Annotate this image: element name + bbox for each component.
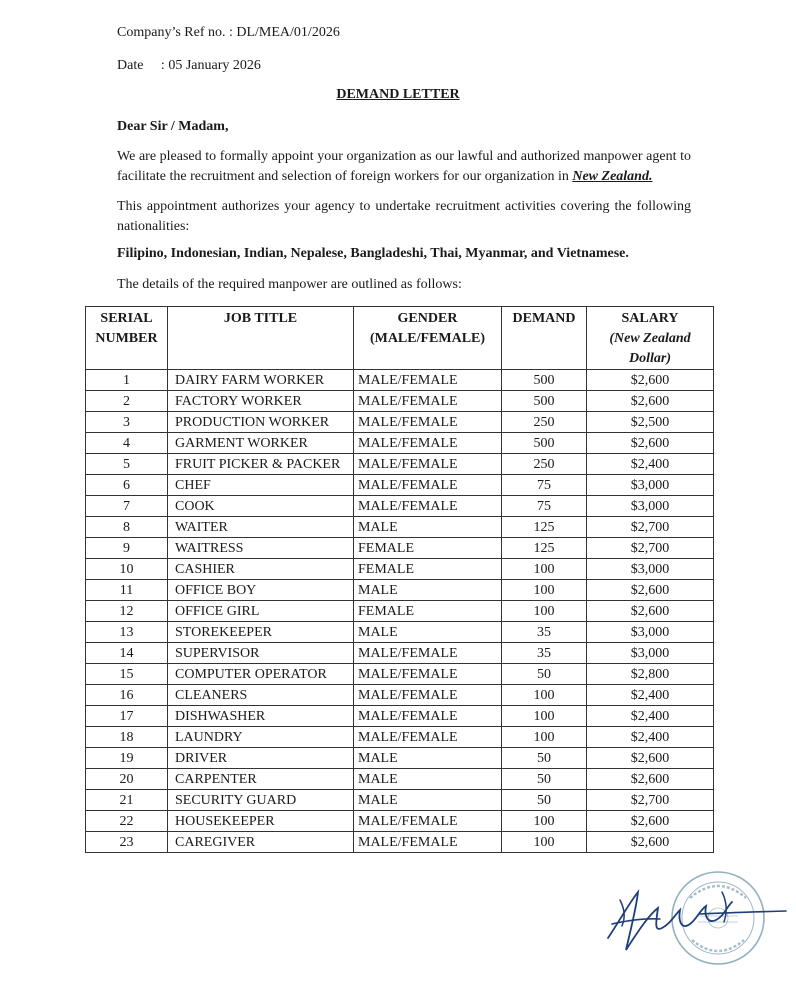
salary-cell: $2,700 bbox=[587, 538, 714, 559]
serial-cell: 22 bbox=[86, 811, 168, 832]
salary-cell: $2,700 bbox=[587, 517, 714, 538]
serial-cell: 7 bbox=[86, 496, 168, 517]
table-row bbox=[86, 517, 714, 538]
gender-cell: MALE/FEMALE bbox=[354, 391, 502, 412]
serial-cell: 12 bbox=[86, 601, 168, 622]
table-row bbox=[86, 391, 714, 412]
header-serial-number: SERIAL NUMBER bbox=[86, 307, 168, 370]
job-title-cell: FACTORY WORKER bbox=[168, 391, 354, 412]
demand-cell: 50 bbox=[502, 769, 587, 790]
job-title-cell: OFFICE BOY bbox=[168, 580, 354, 601]
letter-title bbox=[0, 87, 796, 103]
serial-cell: 1 bbox=[86, 370, 168, 391]
job-title-cell: DISHWASHER bbox=[168, 706, 354, 727]
salary-cell: $3,000 bbox=[587, 496, 714, 517]
job-title-cell: PRODUCTION WORKER bbox=[168, 412, 354, 433]
header-salary: SALARY (New Zealand Dollar) bbox=[587, 307, 714, 370]
table-row bbox=[86, 433, 714, 454]
demand-cell: 100 bbox=[502, 580, 587, 601]
letter-date: Date : 05 January 2026 bbox=[117, 58, 261, 73]
job-title-cell: FRUIT PICKER & PACKER bbox=[168, 454, 354, 475]
salary-cell: $3,000 bbox=[587, 622, 714, 643]
job-title-cell: OFFICE GIRL bbox=[168, 601, 354, 622]
job-title-cell: WAITER bbox=[168, 517, 354, 538]
header-demand: DEMAND bbox=[502, 307, 587, 370]
serial-cell: 23 bbox=[86, 832, 168, 853]
serial-cell: 10 bbox=[86, 559, 168, 580]
salary-cell: $2,600 bbox=[587, 811, 714, 832]
salutation: Dear Sir / Madam, bbox=[117, 119, 229, 134]
destination-country: New Zealand. bbox=[572, 169, 653, 184]
gender-cell: MALE/FEMALE bbox=[354, 685, 502, 706]
gender-cell: MALE bbox=[354, 790, 502, 811]
table-row bbox=[86, 727, 714, 748]
job-title-cell: CLEANERS bbox=[168, 685, 354, 706]
gender-cell: MALE/FEMALE bbox=[354, 454, 502, 475]
table-row bbox=[86, 643, 714, 664]
demand-cell: 100 bbox=[502, 685, 587, 706]
job-title-cell: CARPENTER bbox=[168, 769, 354, 790]
job-title-cell: CHEF bbox=[168, 475, 354, 496]
salary-cell: $2,400 bbox=[587, 685, 714, 706]
salary-cell: $2,400 bbox=[587, 706, 714, 727]
demand-cell: 50 bbox=[502, 748, 587, 769]
demand-cell: 75 bbox=[502, 475, 587, 496]
demand-cell: 500 bbox=[502, 433, 587, 454]
salary-cell: $2,500 bbox=[587, 412, 714, 433]
gender-cell: MALE/FEMALE bbox=[354, 664, 502, 685]
table-row bbox=[86, 538, 714, 559]
serial-cell: 13 bbox=[86, 622, 168, 643]
table-row bbox=[86, 706, 714, 727]
table-row bbox=[86, 370, 714, 391]
table-row bbox=[86, 790, 714, 811]
salary-cell: $3,000 bbox=[587, 643, 714, 664]
gender-cell: MALE/FEMALE bbox=[354, 811, 502, 832]
serial-cell: 14 bbox=[86, 643, 168, 664]
table-row bbox=[86, 622, 714, 643]
serial-cell: 6 bbox=[86, 475, 168, 496]
header-job-title: JOB TITLE bbox=[168, 307, 354, 370]
salary-cell: $2,600 bbox=[587, 832, 714, 853]
job-title-cell: DAIRY FARM WORKER bbox=[168, 370, 354, 391]
salary-cell: $3,000 bbox=[587, 559, 714, 580]
demand-cell: 500 bbox=[502, 391, 587, 412]
demand-cell: 125 bbox=[502, 517, 587, 538]
table-row bbox=[86, 811, 714, 832]
gender-cell: MALE bbox=[354, 622, 502, 643]
demand-cell: 100 bbox=[502, 601, 587, 622]
serial-cell: 15 bbox=[86, 664, 168, 685]
table-row bbox=[86, 580, 714, 601]
demand-cell: 100 bbox=[502, 706, 587, 727]
gender-cell: MALE/FEMALE bbox=[354, 496, 502, 517]
gender-cell: MALE/FEMALE bbox=[354, 727, 502, 748]
gender-cell: MALE/FEMALE bbox=[354, 433, 502, 454]
serial-cell: 8 bbox=[86, 517, 168, 538]
job-title-cell: HOUSEKEEPER bbox=[168, 811, 354, 832]
gender-cell: MALE bbox=[354, 769, 502, 790]
demand-cell: 75 bbox=[502, 496, 587, 517]
salary-cell: $2,800 bbox=[587, 664, 714, 685]
table-row bbox=[86, 475, 714, 496]
job-title-cell: COOK bbox=[168, 496, 354, 517]
serial-cell: 3 bbox=[86, 412, 168, 433]
job-title-cell: GARMENT WORKER bbox=[168, 433, 354, 454]
serial-cell: 17 bbox=[86, 706, 168, 727]
job-title-cell: CASHIER bbox=[168, 559, 354, 580]
demand-cell: 100 bbox=[502, 811, 587, 832]
gender-cell: MALE/FEMALE bbox=[354, 475, 502, 496]
table-row bbox=[86, 748, 714, 769]
demand-cell: 100 bbox=[502, 832, 587, 853]
appointment-paragraph bbox=[117, 147, 691, 187]
serial-cell: 11 bbox=[86, 580, 168, 601]
serial-cell: 18 bbox=[86, 727, 168, 748]
gender-cell: MALE bbox=[354, 517, 502, 538]
demand-cell: 50 bbox=[502, 664, 587, 685]
gender-cell: MALE/FEMALE bbox=[354, 832, 502, 853]
serial-cell: 2 bbox=[86, 391, 168, 412]
table-row bbox=[86, 664, 714, 685]
job-title-cell: SECURITY GUARD bbox=[168, 790, 354, 811]
salary-cell: $2,600 bbox=[587, 580, 714, 601]
job-title-cell: WAITRESS bbox=[168, 538, 354, 559]
job-title-cell: DRIVER bbox=[168, 748, 354, 769]
gender-cell: MALE bbox=[354, 748, 502, 769]
gender-cell: FEMALE bbox=[354, 559, 502, 580]
demand-cell: 50 bbox=[502, 790, 587, 811]
job-title-cell: COMPUTER OPERATOR bbox=[168, 664, 354, 685]
salary-cell: $3,000 bbox=[587, 475, 714, 496]
serial-cell: 4 bbox=[86, 433, 168, 454]
gender-cell: FEMALE bbox=[354, 601, 502, 622]
demand-cell: 125 bbox=[502, 538, 587, 559]
serial-cell: 16 bbox=[86, 685, 168, 706]
serial-cell: 20 bbox=[86, 769, 168, 790]
authorization-paragraph: This appointment authorizes your agency to undertake recruitment activities covering the following nationalities: bbox=[117, 199, 691, 234]
gender-cell: MALE/FEMALE bbox=[354, 706, 502, 727]
salary-cell: $2,600 bbox=[587, 433, 714, 454]
salary-cell: $2,600 bbox=[587, 769, 714, 790]
table-row bbox=[86, 559, 714, 580]
appointment-text: We are pleased to formally appoint your organization as our lawful and authorized manpower agent to facilitate the recruitment and selection of foreign workers for our organization in bbox=[117, 149, 691, 184]
nationalities-list: Filipino, Indonesian, Indian, Nepalese, Bangladeshi, Thai, Myanmar, and Vietnamese. bbox=[117, 246, 629, 261]
company-ref-number: Company’s Ref no. : DL/MEA/01/2026 bbox=[117, 25, 340, 40]
demand-cell: 250 bbox=[502, 412, 587, 433]
demand-cell: 500 bbox=[502, 370, 587, 391]
salary-cell: $2,600 bbox=[587, 748, 714, 769]
salary-cell: $2,600 bbox=[587, 391, 714, 412]
table-row bbox=[86, 832, 714, 853]
table-row bbox=[86, 685, 714, 706]
table-row bbox=[86, 496, 714, 517]
table-row bbox=[86, 454, 714, 475]
table-row bbox=[86, 601, 714, 622]
gender-cell: MALE/FEMALE bbox=[354, 370, 502, 391]
demand-cell: 100 bbox=[502, 727, 587, 748]
serial-cell: 19 bbox=[86, 748, 168, 769]
gender-cell: MALE/FEMALE bbox=[354, 643, 502, 664]
demand-cell: 250 bbox=[502, 454, 587, 475]
salary-cell: $2,600 bbox=[587, 601, 714, 622]
table-header-row bbox=[86, 307, 714, 370]
header-gender: GENDER (MALE/FEMALE) bbox=[354, 307, 502, 370]
gender-cell: MALE/FEMALE bbox=[354, 412, 502, 433]
salary-cell: $2,700 bbox=[587, 790, 714, 811]
handwritten-signature-icon bbox=[600, 880, 790, 960]
letter-title-text: DEMAND LETTER bbox=[336, 87, 460, 102]
demand-cell: 35 bbox=[502, 643, 587, 664]
demand-cell: 100 bbox=[502, 559, 587, 580]
table-row bbox=[86, 769, 714, 790]
serial-cell: 5 bbox=[86, 454, 168, 475]
job-title-cell: LAUNDRY bbox=[168, 727, 354, 748]
details-intro: The details of the required manpower are outlined as follows: bbox=[117, 277, 462, 292]
salary-cell: $2,600 bbox=[587, 370, 714, 391]
table-row bbox=[86, 412, 714, 433]
serial-cell: 21 bbox=[86, 790, 168, 811]
job-title-cell: STOREKEEPER bbox=[168, 622, 354, 643]
salary-cell: $2,400 bbox=[587, 727, 714, 748]
manpower-demand-table bbox=[85, 306, 714, 853]
job-title-cell: CAREGIVER bbox=[168, 832, 354, 853]
demand-cell: 35 bbox=[502, 622, 587, 643]
job-title-cell: SUPERVISOR bbox=[168, 643, 354, 664]
serial-cell: 9 bbox=[86, 538, 168, 559]
salary-cell: $2,400 bbox=[587, 454, 714, 475]
gender-cell: FEMALE bbox=[354, 538, 502, 559]
gender-cell: MALE bbox=[354, 580, 502, 601]
